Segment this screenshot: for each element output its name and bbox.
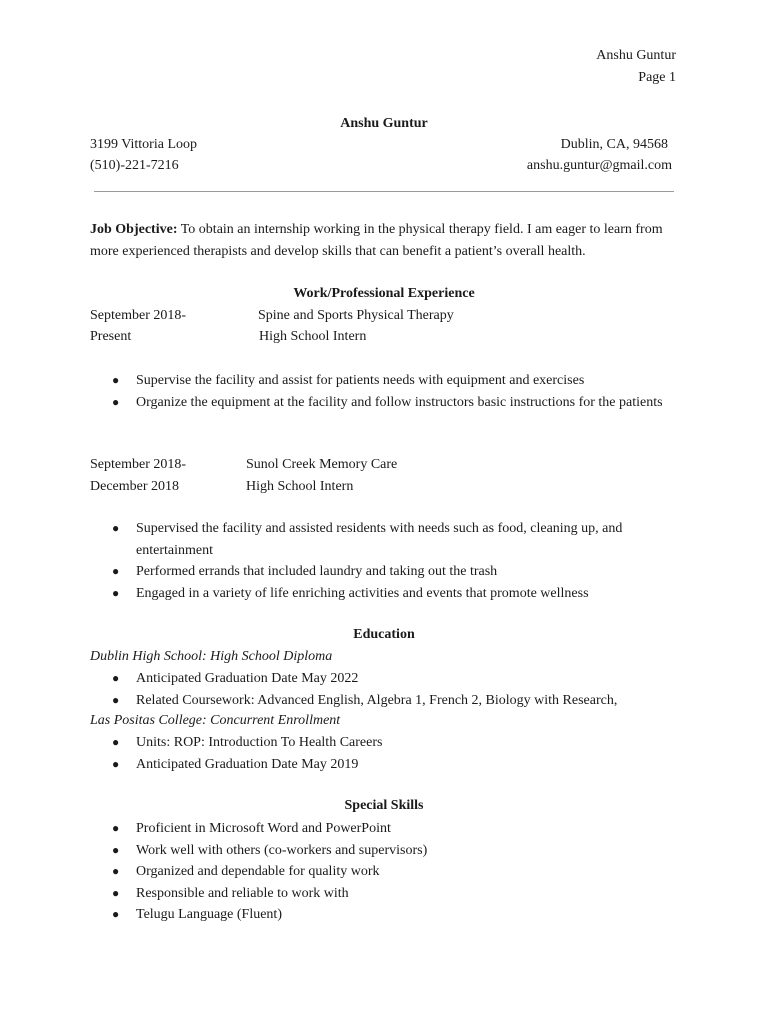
job-1-date-end: Present — [90, 329, 132, 344]
bullet-icon: ● — [112, 864, 120, 878]
work-heading: Work/Professional Experience — [293, 286, 475, 301]
bullet-icon: ● — [112, 735, 120, 749]
bullet-icon: ● — [112, 907, 120, 921]
job-1-bullets — [90, 370, 680, 413]
bullet-icon: ● — [112, 821, 120, 835]
job-objective — [90, 219, 680, 262]
bullet-icon: ● — [112, 373, 120, 387]
phone: (510)-221-7216 — [90, 158, 179, 173]
bullet-icon: ● — [112, 885, 120, 900]
skills-heading: Special Skills — [344, 798, 424, 813]
job-1-role: High School Intern — [259, 329, 367, 344]
resume-name: Anshu Guntur — [340, 116, 428, 131]
list-item: ● Organized and dependable for quality work — [90, 861, 680, 883]
list-item: ● Work well with others (co-workers and supervisors) — [90, 840, 680, 862]
bullet-icon: ● — [112, 394, 120, 409]
list-item: ● Engaged in a variety of life enriching activities and events that promote wellness — [90, 583, 680, 605]
horizontal-rule — [94, 191, 674, 192]
school-2-name: Las Positas College: Concurrent Enrollment — [90, 713, 341, 728]
list-item: ● Performed errands that included laundry and taking out the trash — [90, 561, 680, 583]
list-item: ● Organize the equipment at the facility and follow instructors basic instructions for the patients — [90, 392, 680, 414]
bullet-icon: ● — [112, 692, 120, 707]
bullet-icon: ● — [112, 564, 120, 578]
bullet-icon: ● — [112, 671, 120, 685]
school-2-bullets — [90, 732, 680, 775]
job-2-role: High School Intern — [246, 479, 354, 494]
list-item: ● Supervised the facility and assisted residents with needs such as food, cleaning up, and entertainment — [90, 518, 680, 561]
job-2-date-start: September 2018- — [90, 457, 187, 472]
education-heading: Education — [353, 627, 415, 642]
bullet-icon: ● — [112, 585, 120, 600]
bullet-icon: ● — [112, 756, 120, 771]
bullet-icon: ● — [112, 842, 120, 857]
bullet-icon: ● — [112, 521, 120, 535]
job-1-organization: Spine and Sports Physical Therapy — [258, 308, 454, 323]
list-item: ● Supervise the facility and assist for patients needs with equipment and exercises — [90, 370, 680, 392]
skills-list — [90, 818, 680, 926]
list-item: ● Proficient in Microsoft Word and PowerPoint — [90, 818, 680, 840]
list-item: ● Responsible and reliable to work with — [90, 883, 680, 905]
list-item: ● Units: ROP: Introduction To Health Careers — [90, 732, 680, 754]
list-item: ● Anticipated Graduation Date May 2022 — [90, 668, 680, 690]
job-2-bullets — [90, 518, 680, 604]
list-item: ● Telugu Language (Fluent) — [90, 904, 680, 926]
city-state-zip: Dublin, CA, 94568 — [560, 137, 668, 152]
email: anshu.guntur@gmail.com — [526, 158, 672, 173]
job-1-date-start: September 2018- — [90, 308, 187, 323]
address: 3199 Vittoria Loop — [90, 137, 198, 152]
school-1-bullets — [90, 668, 680, 711]
list-item: ● Anticipated Graduation Date May 2019 — [90, 754, 680, 776]
header-page-number: Page 1 — [638, 70, 676, 85]
school-1-name: Dublin High School: High School Diploma — [90, 649, 333, 664]
job-2-organization: Sunol Creek Memory Care — [246, 457, 398, 472]
list-item: ● Related Coursework: Advanced English, Algebra 1, French 2, Biology with Research, — [90, 690, 680, 712]
header-name: Anshu Guntur — [596, 48, 676, 63]
job-2-date-end: December 2018 — [90, 479, 180, 494]
objective-label: Job Objective: — [90, 222, 178, 237]
objective-text: To obtain an internship working in the physical therapy field. I am eager to learn from more experienced therapists and develop skills that can benefit a patient’s overall health. — [90, 222, 663, 259]
